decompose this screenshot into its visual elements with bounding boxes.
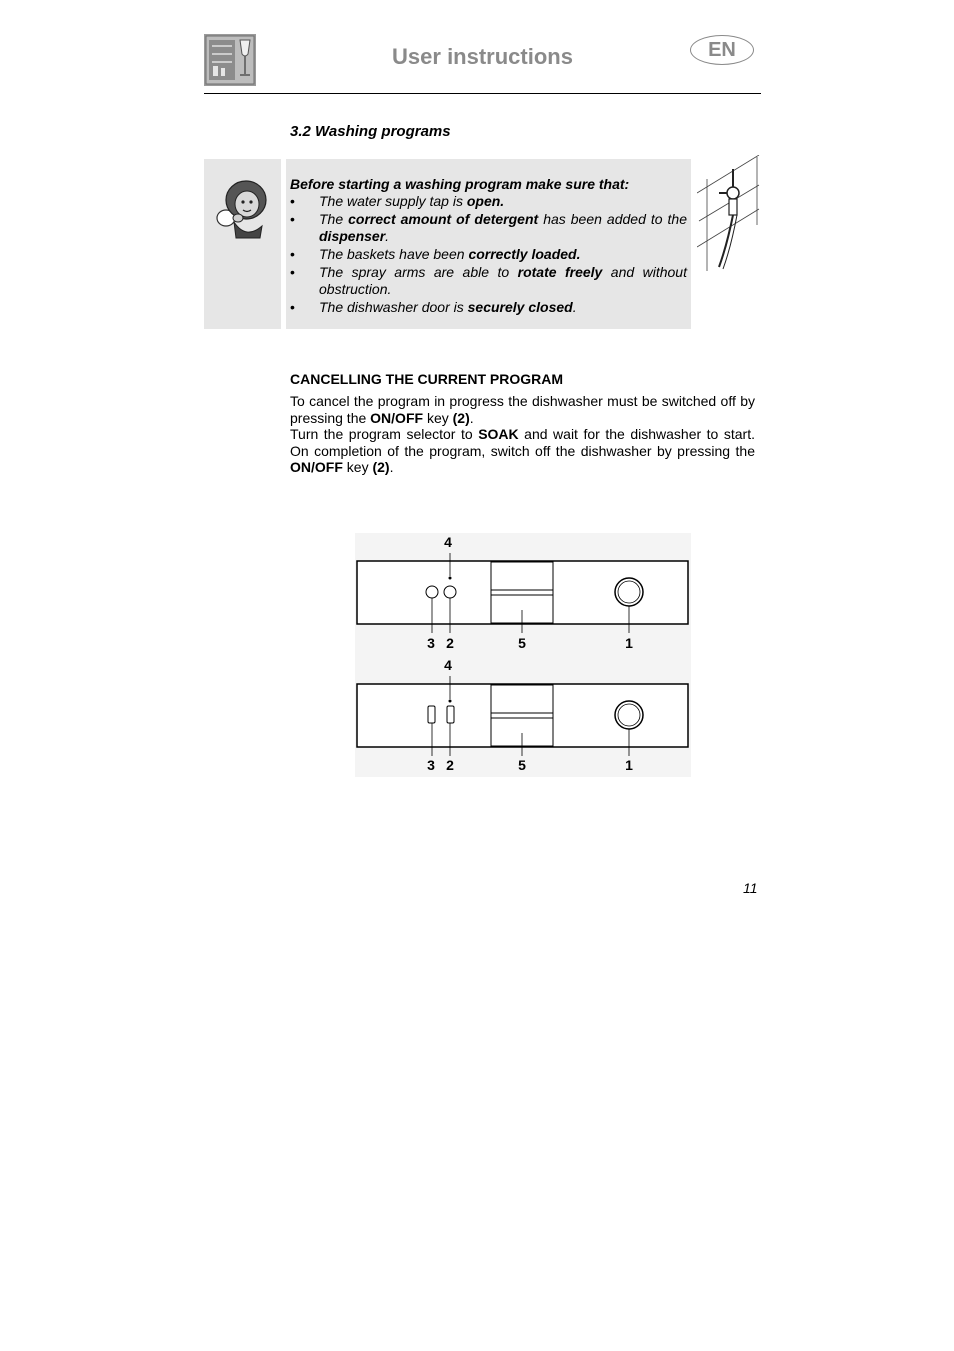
text-run: key — [342, 459, 373, 476]
label-3: 3 — [427, 757, 435, 773]
label-5: 5 — [518, 757, 526, 773]
text-run: The spray arms are able to — [319, 264, 518, 280]
text-run: The dishwasher door is — [319, 299, 468, 315]
page-number: 11 — [743, 880, 758, 896]
emphasis-text: (2) — [372, 459, 390, 476]
emphasis-text: correctly loaded. — [468, 246, 581, 262]
checklist-item — [290, 299, 687, 316]
bullet-icon: • — [290, 246, 295, 262]
cancel-body — [290, 393, 755, 476]
text-run: To cancel the program in progress the dishwasher must be switched off by pressing the — [290, 393, 755, 426]
checklist-item — [290, 211, 687, 245]
text-run: . — [469, 409, 474, 426]
label-4: 4 — [444, 534, 452, 550]
emphasis-text: correct amount of detergent — [348, 211, 539, 227]
label-1: 1 — [625, 757, 633, 773]
text-run: . — [389, 459, 394, 476]
on-off-button-2 — [447, 706, 454, 723]
checklist-item — [290, 264, 687, 298]
page-title: User instructions — [392, 44, 573, 69]
label-4: 4 — [444, 657, 452, 673]
checklist — [290, 176, 687, 316]
cancel-heading: CANCELLING THE CURRENT PROGRAM — [290, 371, 563, 387]
checklist-intro: Before starting a washing program make sure that: — [290, 176, 630, 192]
emphasis-text: rotate freely — [517, 264, 603, 280]
text-run: . — [385, 228, 390, 244]
language-badge: EN — [690, 35, 754, 65]
emphasis-text: open. — [466, 193, 505, 209]
section-heading: 3.2 Washing programs — [290, 123, 451, 140]
water-tap-illustration — [697, 155, 761, 273]
button-3 — [428, 706, 435, 723]
bullet-icon: • — [290, 211, 295, 227]
emphasis-text: ON/OFF — [370, 409, 424, 426]
emphasis-text: (2) — [452, 409, 470, 426]
header-divider — [204, 93, 761, 94]
text-run: and wait for the dishwasher to start. On completion of the program, switch off the dishwasher by pressing the — [290, 426, 755, 459]
text-run: The — [319, 211, 349, 227]
bullet-icon: • — [290, 193, 295, 209]
text-run: has been added to the — [538, 211, 688, 227]
on-off-button-2 — [444, 586, 456, 598]
checklist-items — [290, 193, 687, 316]
program-selector-1 — [615, 701, 643, 729]
person-thinking-icon — [214, 178, 272, 240]
label-1: 1 — [625, 635, 633, 651]
dishwasher-glasses-icon — [204, 34, 256, 86]
emphasis-text: ON/OFF — [290, 459, 343, 476]
checklist-item — [290, 246, 687, 263]
cancel-paragraph — [290, 393, 755, 426]
emphasis-text: dispenser — [319, 228, 386, 244]
text-run: The baskets have been — [319, 246, 469, 262]
label-2: 2 — [446, 635, 454, 651]
text-run: and without obstruction. — [319, 264, 687, 297]
indicator-light-4 — [449, 700, 452, 703]
program-selector-1 — [615, 578, 643, 606]
control-panel-diagram — [355, 533, 691, 777]
label-2: 2 — [446, 757, 454, 773]
text-run: The water supply tap is — [319, 193, 467, 209]
text-run: key — [423, 409, 453, 426]
indicator-light-4 — [449, 577, 452, 580]
bullet-icon: • — [290, 264, 295, 280]
cancel-paragraph — [290, 426, 755, 476]
bullet-icon: • — [290, 299, 295, 315]
text-run: Turn the program selector to — [290, 426, 479, 443]
label-5: 5 — [518, 635, 526, 651]
emphasis-text: SOAK — [478, 426, 519, 443]
label-3: 3 — [427, 635, 435, 651]
text-run: . — [572, 299, 577, 315]
checklist-item — [290, 193, 687, 210]
emphasis-text: securely closed — [467, 299, 573, 315]
button-3 — [426, 586, 438, 598]
